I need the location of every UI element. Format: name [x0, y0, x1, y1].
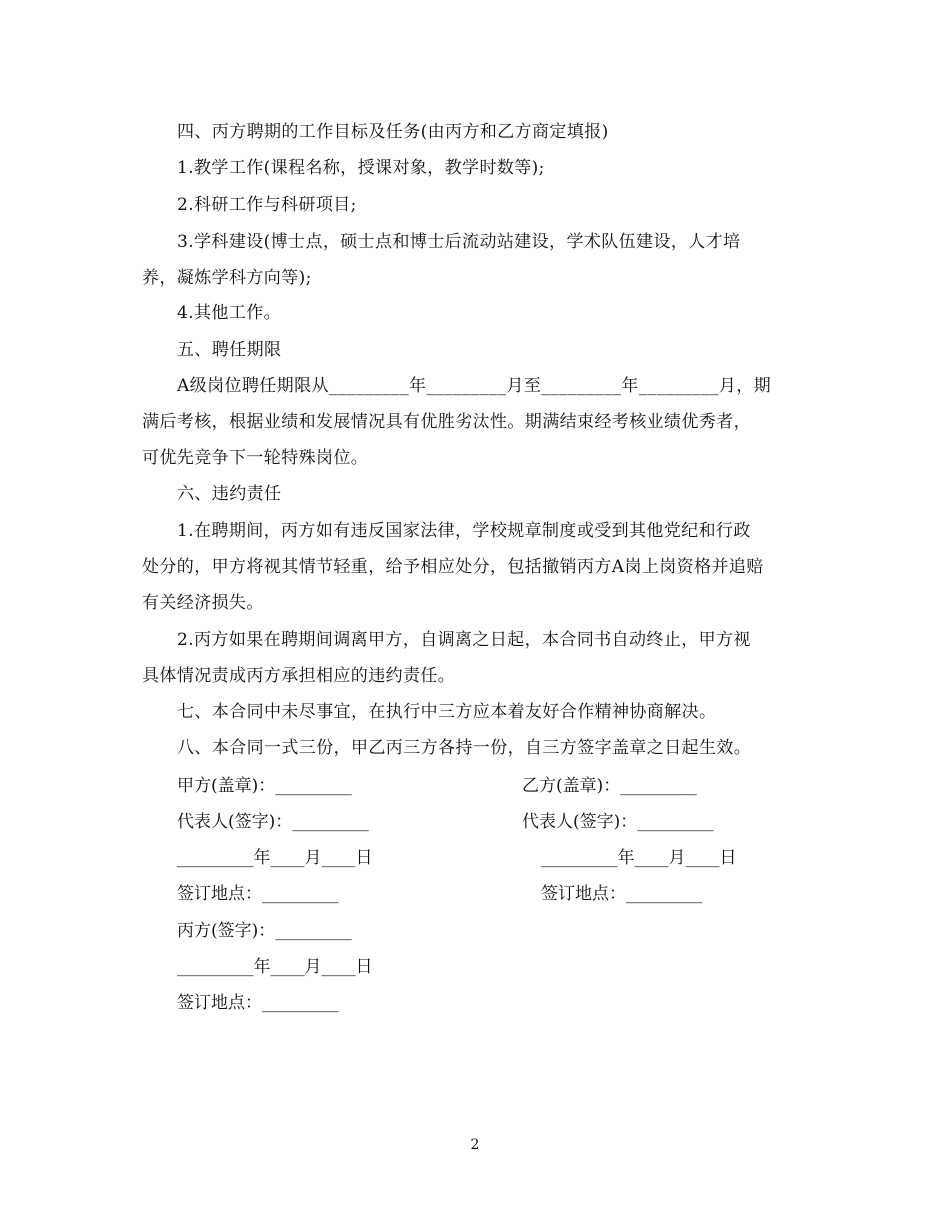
party-b-date: _________年____月____日	[541, 848, 737, 868]
party-c-place: 签订地点：_________	[177, 993, 339, 1013]
paragraph-research: 2.科研工作与科研项目;	[177, 195, 357, 215]
paragraph-term-cont2: 可优先竞争下一轮特殊岗位。	[142, 448, 369, 468]
section-5-heading: 五、聘任期限	[177, 340, 282, 360]
party-c-date: _________年____月____日	[177, 957, 373, 977]
paragraph-discipline-cont: 养，凝炼学科方向等);	[142, 268, 312, 288]
party-c-signature: 丙方(签字)：_________	[177, 921, 352, 941]
page-number: 2	[470, 1137, 480, 1153]
section-6-heading: 六、违约责任	[177, 484, 282, 504]
party-a-seal: 甲方(盖章)：_________	[177, 776, 352, 796]
party-b-representative: 代表人(签字)：_________	[522, 812, 714, 832]
paragraph-breach-1: 1.在聘期间，丙方如有违反国家法律，学校规章制度或受到其他党纪和行政	[177, 521, 751, 541]
party-a-date: _________年____月____日	[177, 848, 373, 868]
party-b-place: 签订地点：_________	[541, 884, 703, 904]
paragraph-term-cont1: 满后考核，根据业绩和发展情况具有优胜劣汰性。期满结束经考核业绩优秀者，	[142, 412, 751, 432]
section-4-heading: 四、丙方聘期的工作目标及任务(由丙方和乙方商定填报)	[177, 122, 609, 142]
paragraph-teaching: 1.教学工作(课程名称，授课对象，教学时数等);	[177, 158, 545, 178]
section-8: 八、本合同一式三份，甲乙丙三方各持一份，自三方签字盖章之日起生效。	[177, 738, 752, 758]
party-a-place: 签订地点：_________	[177, 884, 339, 904]
paragraph-breach-2: 2.丙方如果在聘期间调离甲方，自调离之日起，本合同书自动终止，甲方视	[177, 630, 751, 650]
paragraph-discipline: 3.学科建设(博士点，硕士点和博士后流动站建设，学术队伍建设，人才培	[177, 232, 741, 252]
paragraph-term: A级岗位聘任期限从_________年_________月至_________年_________月，期	[177, 376, 772, 396]
paragraph-breach-1-cont2: 有关经济损失。	[142, 593, 264, 613]
party-a-representative: 代表人(签字)：_________	[177, 812, 369, 832]
paragraph-breach-1-cont1: 处分的，甲方将视其情节轻重，给予相应处分，包括撤销丙方A岗上岗资格并追赔	[142, 557, 764, 577]
paragraph-breach-2-cont: 具体情况责成丙方承担相应的违约责任。	[142, 666, 456, 686]
paragraph-other: 4.其他工作。	[177, 303, 282, 323]
party-b-seal: 乙方(盖章)：_________	[522, 776, 697, 796]
section-7: 七、本合同中未尽事宜，在执行中三方应本着友好合作精神协商解决。	[177, 702, 717, 722]
